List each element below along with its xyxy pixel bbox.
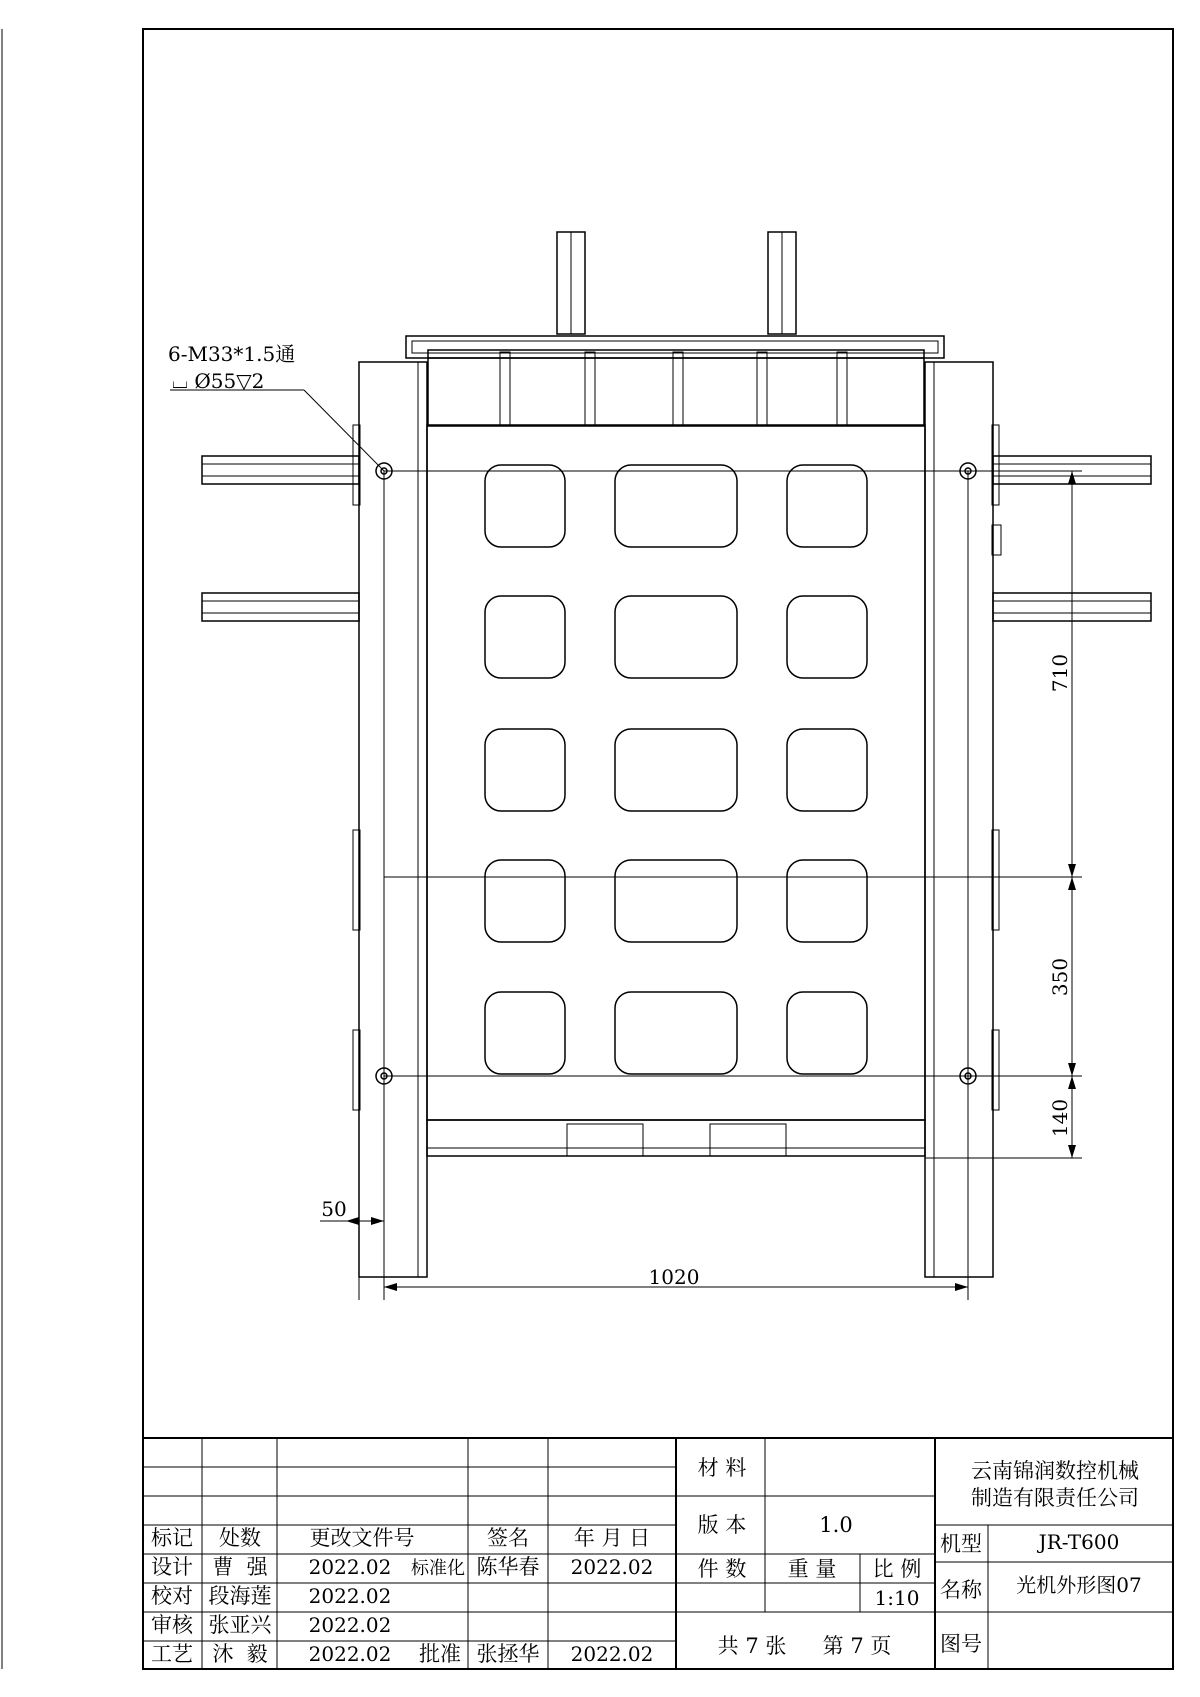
tb-date-process: 2022.02: [308, 1642, 392, 1666]
bottom-frame: [427, 1120, 925, 1156]
tb-header-date: 年 月 日: [573, 1526, 651, 1550]
tb-header-change-doc: 更改文件号: [309, 1526, 415, 1550]
tb-name-review: 张亚兴: [208, 1613, 272, 1637]
top-gantry: [428, 350, 924, 426]
tb-role-standardization: 标准化: [411, 1558, 465, 1579]
table-cutouts: [485, 465, 867, 1074]
left-rail-upper: [202, 456, 359, 484]
dim-710: 710: [1048, 653, 1072, 693]
tb-drawing-no-label: 图号: [940, 1632, 982, 1656]
drawing-frame: [143, 29, 1173, 1669]
hole-callout-counterbore: ⌴ Ø55▽2: [172, 369, 265, 393]
dim-1020: 1020: [648, 1265, 700, 1289]
machine-top-view: [202, 232, 1151, 1277]
tb-name-value: 光机外形图07: [1016, 1573, 1142, 1597]
tb-version-label: 版 本: [697, 1513, 747, 1537]
tb-sheets-total: 共 7 张: [717, 1634, 787, 1658]
tb-company-line2: 制造有限责任公司: [971, 1486, 1139, 1510]
left-rail-lower: [202, 593, 359, 621]
tb-name-label: 名称: [940, 1578, 982, 1602]
tb-date-approve: 2022.02: [570, 1642, 654, 1666]
tb-sheet-page: 第 7 页: [822, 1634, 892, 1658]
tb-name-process: 沐 毅: [212, 1642, 268, 1666]
tb-header-signature: 签名: [487, 1526, 529, 1550]
dim-140: 140: [1048, 1098, 1072, 1138]
hole-callout-thread: 6-M33*1.5通: [168, 342, 296, 366]
tb-date-standardization: 2022.02: [570, 1555, 654, 1579]
tb-pieces-label: 件 数: [697, 1557, 747, 1581]
work-table: [427, 425, 925, 1120]
tb-weight-label: 重 量: [787, 1557, 837, 1581]
tb-role-check: 校对: [151, 1584, 193, 1608]
tb-scale-label: 比 例: [872, 1557, 922, 1581]
tb-role-approve: 批准: [419, 1642, 461, 1666]
tb-date-check: 2022.02: [308, 1584, 392, 1608]
tb-name-standardization: 陈华春: [476, 1555, 540, 1579]
tb-material-label: 材 料: [697, 1456, 747, 1480]
dim-50: 50: [321, 1197, 347, 1221]
dimension-lines: [170, 390, 1082, 1300]
tb-role-process: 工艺: [151, 1642, 193, 1666]
tb-name-check: 段海莲: [208, 1584, 272, 1608]
tb-name-approve: 张拯华: [476, 1642, 540, 1666]
mounting-holes: [376, 463, 976, 1084]
tb-role-review: 审核: [151, 1613, 193, 1637]
top-frame: [406, 336, 944, 358]
tb-header-count: 处数: [219, 1526, 261, 1550]
tb-date-review: 2022.02: [308, 1613, 392, 1637]
tb-model-value: JR-T600: [1038, 1530, 1120, 1554]
tb-model-label: 机型: [940, 1532, 982, 1556]
right-column: [925, 362, 993, 1277]
tb-scale-value: 1:10: [874, 1586, 920, 1610]
dim-350: 350: [1048, 957, 1072, 997]
tb-name-design: 曹 强: [212, 1555, 268, 1579]
tb-company-line1: 云南锦润数控机械: [971, 1459, 1139, 1483]
tb-role-design: 设计: [151, 1555, 193, 1579]
tb-header-mark: 标记: [151, 1526, 193, 1550]
tb-version-value: 1.0: [819, 1513, 853, 1537]
left-column: [359, 362, 427, 1277]
tb-date-design: 2022.02: [308, 1555, 392, 1579]
